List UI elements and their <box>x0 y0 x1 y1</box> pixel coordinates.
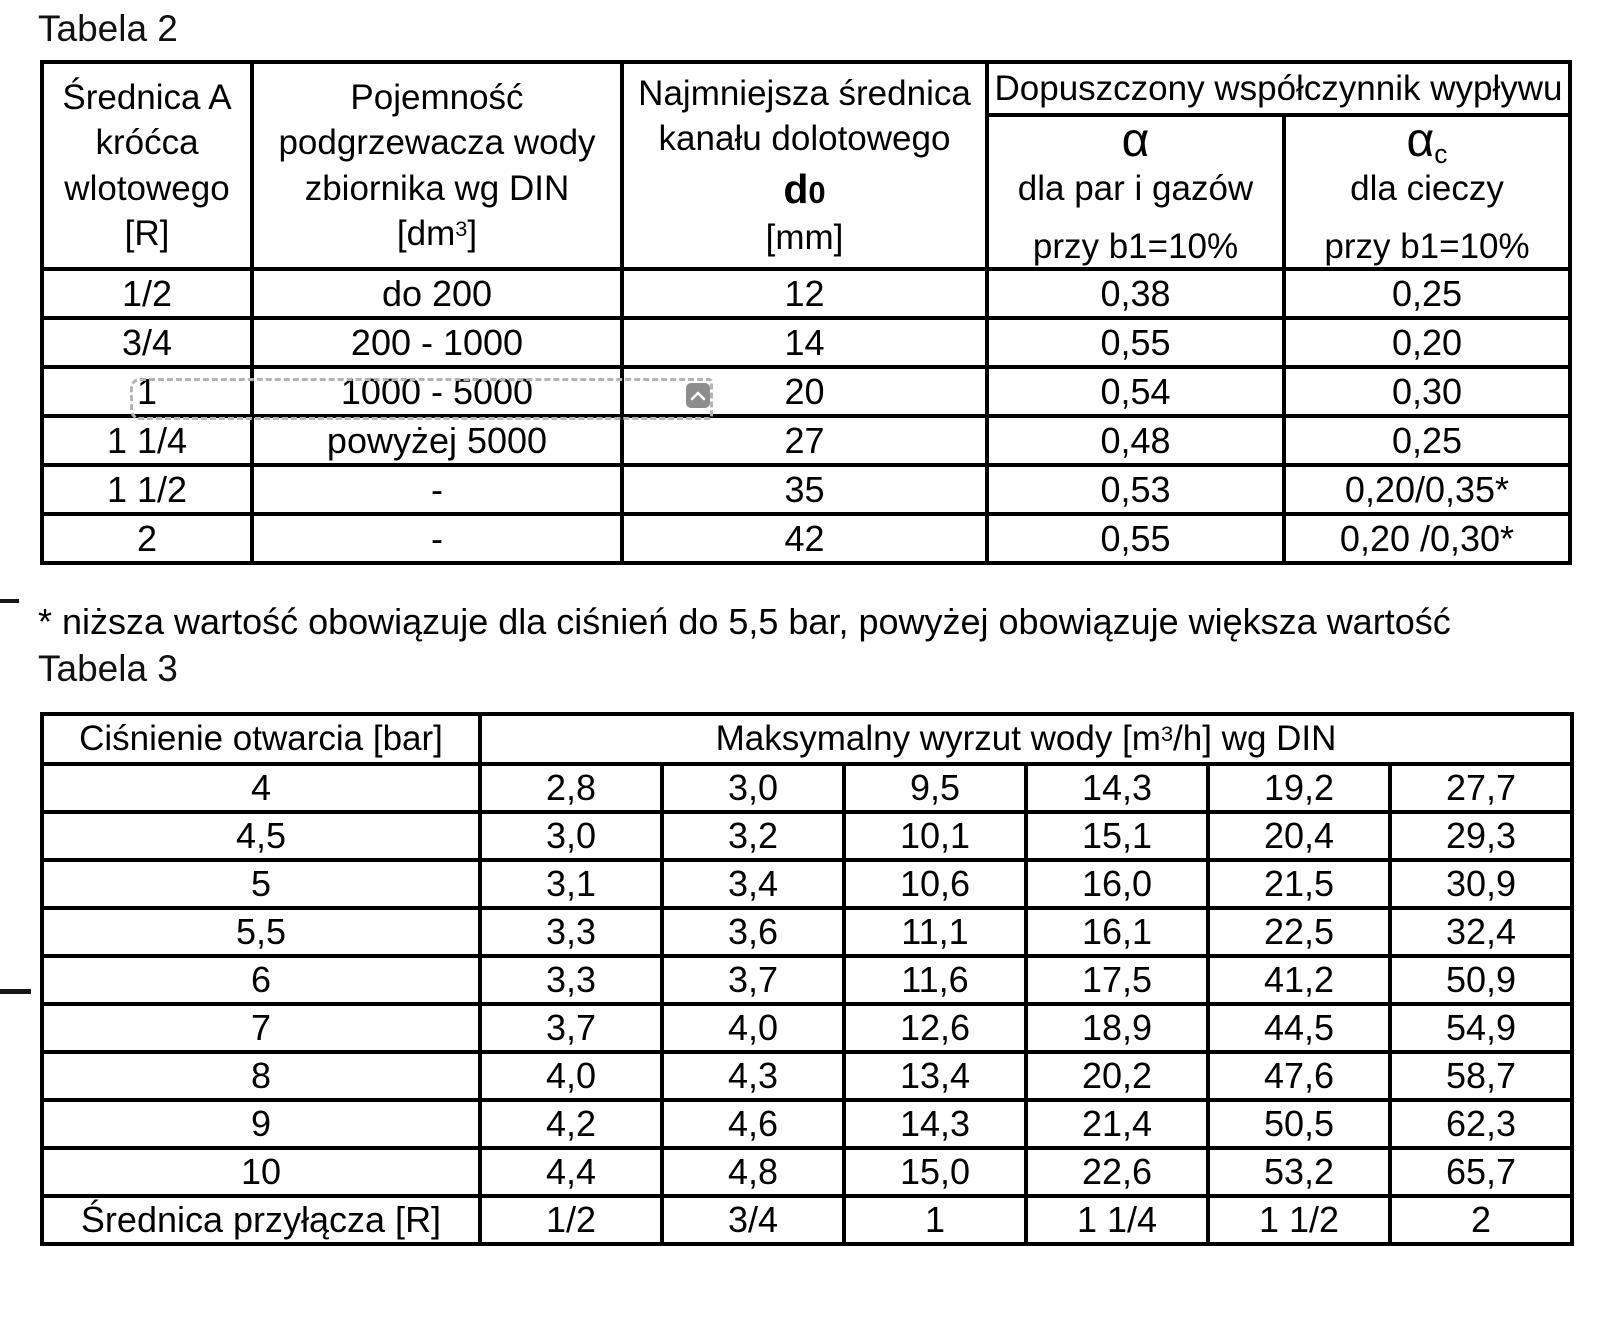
t2-header-alpha-gases <box>987 115 1284 269</box>
t2-cell: 0,25 <box>1284 416 1570 465</box>
t3-cell: 16,1 <box>1026 908 1208 956</box>
t3-cell: 1 <box>844 1196 1026 1244</box>
table2-header-row-1 <box>42 62 1570 115</box>
t3-cell: Średnica przyłącza [R] <box>42 1196 480 1244</box>
t3-header-max-discharge-group: Maksymalny wyrzut wody $[m^3/h]$ wg DIN <box>480 714 1572 764</box>
t3-cell: 14,3 <box>844 1100 1026 1148</box>
t3-cell: 3,3 <box>480 908 662 956</box>
table2 <box>40 60 1572 565</box>
page-fold-mark <box>0 989 31 994</box>
t3-cell: 20,4 <box>1208 812 1390 860</box>
collapse-annotation-button[interactable] <box>686 383 710 408</box>
t2-cell: 0,48 <box>987 416 1284 465</box>
t3-cell: 1 1/4 <box>1026 1196 1208 1244</box>
t2-cell: 1 1/2 <box>42 465 252 514</box>
t3-cell: 10 <box>42 1148 480 1196</box>
t2-cell: 42 <box>622 514 987 563</box>
t3-cell: 32,4 <box>1390 908 1572 956</box>
t3-cell: 2 <box>1390 1196 1572 1244</box>
table2-row <box>42 465 1570 514</box>
t3-cell: 4,0 <box>662 1004 844 1052</box>
t2-header-capacity-line3: zbiornika wg DIN <box>304 168 570 208</box>
t3-cell: 29,3 <box>1390 812 1572 860</box>
table3-row <box>42 1004 1572 1052</box>
t3-cell: 27,7 <box>1390 764 1572 812</box>
t3-cell: 58,7 <box>1390 1052 1572 1100</box>
t3-cell: 3,2 <box>662 812 844 860</box>
t3-cell: 62,3 <box>1390 1100 1572 1148</box>
t3-cell: 4,0 <box>480 1052 662 1100</box>
t3-cell: 9 <box>42 1100 480 1148</box>
t3-cell: 7 <box>42 1004 480 1052</box>
t3-header-opening-pressure: Ciśnienie otwarcia [bar] <box>42 714 480 764</box>
t2-header-alpha-liquids <box>1284 115 1570 269</box>
t3-cell: 11,1 <box>844 908 1026 956</box>
table3-row <box>42 908 1572 956</box>
t3-cell: 3,7 <box>662 956 844 1004</box>
t3-cell: 4,4 <box>480 1148 662 1196</box>
t2-cell: 200 - 1000 <box>252 318 622 367</box>
t3-cell: 65,7 <box>1390 1148 1572 1196</box>
t3-cell: 18,9 <box>1026 1004 1208 1052</box>
t2-header-capacity <box>252 62 622 269</box>
t3-cell: 4,6 <box>662 1100 844 1148</box>
t3-cell: 3,6 <box>662 908 844 956</box>
t2-cell: 14 <box>622 318 987 367</box>
t2-cell: 35 <box>622 465 987 514</box>
t3-cell: 22,6 <box>1026 1148 1208 1196</box>
table2-row <box>42 318 1570 367</box>
t2-cell: 1 <box>42 367 252 416</box>
t2-cell: 0,30 <box>1284 367 1570 416</box>
t3-cell: 3,4 <box>662 860 844 908</box>
chevron-up-icon <box>690 391 706 401</box>
t3-cell: 5 <box>42 860 480 908</box>
t3-cell: 1 1/2 <box>1208 1196 1390 1244</box>
table2-row <box>42 416 1570 465</box>
t3-cell: 53,2 <box>1208 1148 1390 1196</box>
t3-cell: 2,8 <box>480 764 662 812</box>
t2-cell: 0,55 <box>987 318 1284 367</box>
t3-cell: 5,5 <box>42 908 480 956</box>
table3 <box>40 712 1574 1246</box>
t2-header-min-channel-diameter <box>622 62 987 269</box>
t2-header-inlet-line3: wlotowego <box>64 168 230 208</box>
table3-row <box>42 1052 1572 1100</box>
t3-cell: 21,5 <box>1208 860 1390 908</box>
t3-cell: 6 <box>42 956 480 1004</box>
t3-cell: 50,5 <box>1208 1100 1390 1148</box>
t2-header-channel-line2: kanału dolotowego <box>658 119 951 159</box>
t3-cell: 41,2 <box>1208 956 1390 1004</box>
t2-header-alpha-gases-cond: przy b1=10% <box>1032 227 1239 266</box>
t2-cell: 12 <box>622 269 987 318</box>
t2-header-capacity-line2: podgrzewacza wody <box>278 123 596 162</box>
t3-cell: 11,6 <box>844 956 1026 1004</box>
t3-cell: 14,3 <box>1026 764 1208 812</box>
table3-header-row <box>42 714 1572 764</box>
t2-cell: do 200 <box>252 269 622 318</box>
table3-title: Tabela 3 <box>38 648 178 689</box>
t2-header-capacity-unit: $[dm^3]$ <box>396 214 478 253</box>
t2-cell: 1000 - 5000 <box>252 367 622 416</box>
table3-row <box>42 1148 1572 1196</box>
t3-cell: 54,9 <box>1390 1004 1572 1052</box>
t2-cell: - <box>252 514 622 563</box>
t2-cell: 1/2 <box>42 269 252 318</box>
t2-header-inlet-line2: króćca <box>95 123 199 162</box>
t2-cell: 3/4 <box>42 318 252 367</box>
t3-cell: 4,8 <box>662 1148 844 1196</box>
t3-cell: 50,9 <box>1390 956 1572 1004</box>
t3-cell: 17,5 <box>1026 956 1208 1004</box>
t2-cell: 2 <box>42 514 252 563</box>
alpha-c-symbol: αc <box>1406 115 1448 170</box>
t2-header-inlet-unit: [R] <box>124 214 170 253</box>
t3-cell: 3/4 <box>662 1196 844 1244</box>
t3-cell: 13,4 <box>844 1052 1026 1100</box>
t3-cell: 47,6 <box>1208 1052 1390 1100</box>
t2-cell: 0,55 <box>987 514 1284 563</box>
t2-header-capacity-line1: Pojemność <box>350 77 524 117</box>
t2-cell: - <box>252 465 622 514</box>
t2-header-alpha-liquids-desc: dla cieczy <box>1350 169 1504 208</box>
t2-cell: 1 1/4 <box>42 416 252 465</box>
t2-cell: 0,54 <box>987 367 1284 416</box>
table3-row <box>42 956 1572 1004</box>
t2-header-alpha-gases-desc: dla par i gazów <box>1017 169 1254 208</box>
table3-row <box>42 764 1572 812</box>
t3-cell: 21,4 <box>1026 1100 1208 1148</box>
t3-cell: 15,1 <box>1026 812 1208 860</box>
t3-cell: 4,3 <box>662 1052 844 1100</box>
t3-cell: 12,6 <box>844 1004 1026 1052</box>
t3-cell: 30,9 <box>1390 860 1572 908</box>
t3-cell: 20,2 <box>1026 1052 1208 1100</box>
t2-header-alpha-liquids-cond: przy b1=10% <box>1324 227 1530 266</box>
t3-cell: 4 <box>42 764 480 812</box>
t2-cell: powyżej 5000 <box>252 416 622 465</box>
table3-row <box>42 1100 1572 1148</box>
selection-annotation-box <box>130 378 713 420</box>
table3-row <box>42 812 1572 860</box>
t2-cell: 0,53 <box>987 465 1284 514</box>
t3-cell: 4,5 <box>42 812 480 860</box>
t2-cell: 0,20 <box>1284 318 1570 367</box>
t3-cell: 1/2 <box>480 1196 662 1244</box>
t2-cell: 0,20 /0,30* <box>1284 514 1570 563</box>
page-fold-mark <box>0 599 19 603</box>
t3-cell: 3,7 <box>480 1004 662 1052</box>
t2-header-inlet-line1: Średnica A <box>62 77 232 117</box>
t2-cell: 20 <box>622 367 987 416</box>
table2-row <box>42 514 1570 563</box>
t3-cell: 19,2 <box>1208 764 1390 812</box>
t3-cell: 3,3 <box>480 956 662 1004</box>
t3-cell: 8 <box>42 1052 480 1100</box>
t3-cell: 44,5 <box>1208 1004 1390 1052</box>
alpha-symbol: α <box>1121 115 1150 167</box>
t2-header-channel-unit: [mm] <box>765 217 844 257</box>
t2-header-inlet-diameter <box>42 62 252 269</box>
t2-header-d0-symbol: d0 <box>783 165 826 212</box>
t2-cell: 27 <box>622 416 987 465</box>
t3-cell: 9,5 <box>844 764 1026 812</box>
table2-row <box>42 269 1570 318</box>
t3-cell: 16,0 <box>1026 860 1208 908</box>
t2-header-channel-line1: Najmniejsza średnica <box>638 73 971 113</box>
t3-cell: 4,2 <box>480 1100 662 1148</box>
t3-cell: 3,0 <box>662 764 844 812</box>
t2-header-flow-coefficient-group: Dopuszczony współczynnik wypływu <box>987 62 1570 115</box>
t3-cell: 15,0 <box>844 1148 1026 1196</box>
t3-cell: 10,1 <box>844 812 1026 860</box>
t3-cell: 3,0 <box>480 812 662 860</box>
t3-cell: 10,6 <box>844 860 1026 908</box>
t3-cell: 22,5 <box>1208 908 1390 956</box>
footnote: * niższa wartość obowiązuje dla ciśnień do 5,5 bar, powyżej obowiązuje większa wartość <box>38 601 1451 642</box>
t3-cell: 3,1 <box>480 860 662 908</box>
table3-connection-diameter-row <box>42 1196 1572 1244</box>
t2-cell: 0,38 <box>987 269 1284 318</box>
t2-cell: 0,20/0,35* <box>1284 465 1570 514</box>
table2-title: Tabela 2 <box>38 8 178 49</box>
table3-row <box>42 860 1572 908</box>
t2-cell: 0,25 <box>1284 269 1570 318</box>
